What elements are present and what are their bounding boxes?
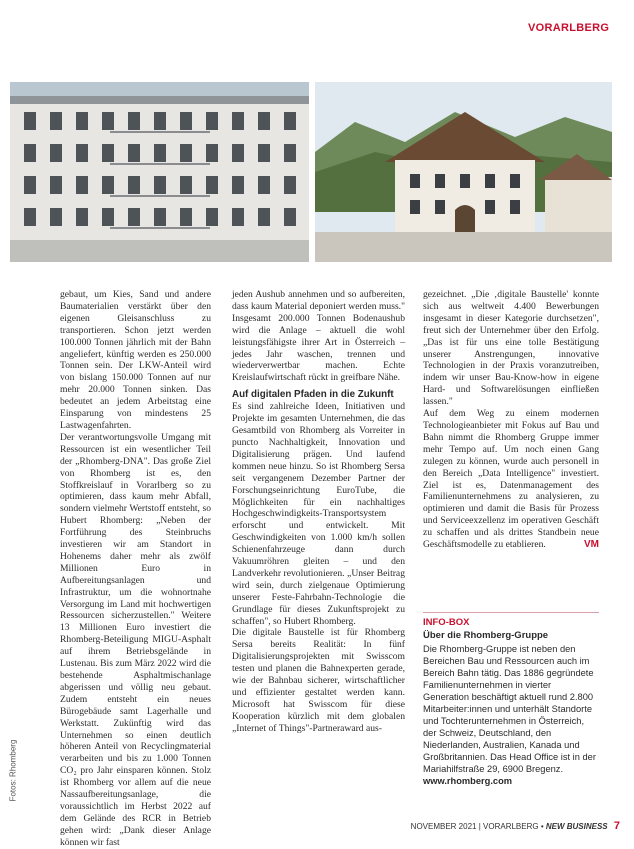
website-link[interactable]: www.rhomberg.com: [423, 776, 513, 786]
paragraph: Es sind zahlreiche Ideen, Initiativen und Projekte im gesamten Unternehmen, die das Gesamtbild von Rhomberg als Vorreiter in puncto Nachhaltigkeit, Innovation und Digitalisierung prägen. Und laufend kommen neue hinzu. So ist Rhomberg Sersa seit vergangenem Dezember Partner der Forschungseinrichtung EuroTube, die Möglichkeiten für ein nachhaltiges Hochgeschwindigkeits-Transportsystem erforscht und entwickelt. Mit Geschwindigkeiten von 1.000 km/h sollen Schienenfahrzeuge dann durch Vakuumröhren gleiten – und den Landverkehr revolutionieren. „Unser Beitrag wird sein, durch zielgenaue Optimierung unserer Feste-Fahrbahn-Technologie die Grundlage für dieses Zukunftsprojekt zu schaffen", so Hubert Rhomberg.: [232, 401, 405, 627]
subheading: Auf digitalen Pfaden in die Zukunft: [232, 389, 394, 401]
article-column-2: [232, 289, 405, 735]
footer-region: VORARLBERG: [483, 822, 539, 831]
issue-date: NOVEMBER 2021: [410, 822, 477, 831]
info-box-text: Die Rhomberg-Gruppe ist neben den Bereichen Bau und Ressourcen auch im Bereich Bahn tätig. Das 1886 gegründete Familienunternehmen in vierter Generation beschäftigt aktuell rund 2.800 Mitarbeiter:innen und unterhält Standorte und Tochterunternehmen in Österreich, der Schweiz, Deutschland, den Niederlanden, Australien, Kanada und Großbritannien. Das Head Office ist in der Mariahilfstraße 29, 6900 Bregenz.: [423, 644, 596, 774]
paragraph: Auf dem Weg zu einem modernen Technologieanbieter mit Fokus auf Bau und Bahn nimmt die Rhomberg Gruppe immer mehr Tempo auf. Um noch einen Gang zulegen zu können, wurde auch personell in den Bereich „Data Intelligence" investiert. Ziel ist es, Datenmanagement des Familienunternehmens zu analysieren, zu optimieren und damit die Basis für Prozess und Serviceexzellenz im operativen Geschäft zu schaffen und als drittes Standbein neue Geschäftsmodelle zu etablieren. VM: [423, 408, 599, 551]
magazine-name: NEW BUSINESS: [545, 822, 608, 831]
photo-credit: Fotos: Rhomberg: [8, 739, 18, 802]
paragraph: gebaut, um Kies, Sand und andere Baumaterialien verstärkt über den eigenen Gleisanschluss zu transportieren. Schon jetzt werden 100.000 Tonnen jährlich mit der Bahn angeliefert, künftig werden es 250.000 Tonnen sein. Der LKW-Anteil wird von bislang 150.000 Tonnen auf nur mehr 20.000 Tonnen sinken. Das bedeutet an jedem Arbeitstag eine Einsparung von mindestens 25 Lastwagenfahrten.: [60, 289, 211, 431]
building-photo: [10, 82, 309, 262]
article-column-3: [423, 289, 599, 551]
section-tag: VORARLBERG: [528, 22, 610, 34]
page-number: 7: [613, 820, 620, 832]
page-footer: NOVEMBER 2021 | VORARLBERG • NEW BUSINESS 7: [410, 820, 620, 832]
paragraph: jeden Aushub annehmen und so aufbereiten, dass kaum Material deponiert werden muss." Insgesamt 200.000 Tonnen Bodenaushub wird die Anlage – aktuell die wohl leistungsfähigste ihrer Art in Österreich – jedes Jahr waschen, trennen und wiederverwertbar machen. Echte Kreislaufwirtschaft rückt in greifbare Nähe.: [232, 289, 405, 384]
info-box-label: INFO-BOX: [423, 617, 470, 628]
info-box: [423, 612, 599, 786]
paragraph: Der verantwortungsvolle Umgang mit Ressourcen ist ein wesentlicher Teil der „Rhomberg-DNA". Das große Ziel von Rhomberg ist es, den Stoffkreislauf in Vorarlberg so zu optimieren, dass kaum mehr Abfall, sondern vielmehr Wertstoff entsteht, so Hubert Rhomberg: „Neben der Fortführung des Steinbruchs investieren wir am Standort in Hohenems daher mehr als zwölf Millionen Euro in Aufbereitungsanlagen und Infrastruktur, um die wohnortnahe Versorgung im Land mit hochwertigen Ressourcen sicherzustellen." Weitere 13 Millionen Euro investiert die Rhomberg-Beteiligung MIGU-Asphalt auf ihrem Betriebsgelände in Lustenau. Bis zum März 2022 wird die bestehende Asphaltmischanlage abgerissen und völlig neu gebaut. Zudem entsteht ein neues Bürogebäude samt Lagerhalle und Werkstatt. Zukünftig wird das Unternehmen so einen deutlich höheren Anteil von Recyclingmaterial verarbeiten und bis zu 1.000 Tonnen CO₂ pro Jahr einsparen können. Stolz ist Rhomberg vor allem auf die neue Nassaufbereitungsanlage, die voraussichtlich im Herbst 2022 auf dem Gelände des RCR in Betrieb gehen wird: „Dank dieser Anlage können wir fast: [60, 431, 211, 848]
article-column-1: [60, 289, 211, 849]
paragraph: Die digitale Baustelle ist für Rhomberg Sersa bereits Realität: In fünf Digitalisierungsprojekten mit Swisscom testen und planen die Bahnexperten gerade, wie der Bahnbau sicherer, wirtschaftlicher und effizienter gestaltet werden kann. Microsoft hat Swisscom für diese Kooperation kürzlich mit dem globalen „Internet of Things"-Partneraward aus-: [232, 627, 405, 734]
divider: [423, 612, 599, 613]
paragraph: gezeichnet. „Die ‚digitale Baustelle' konnte sich aus weltweit 4.400 Bewerbungen insgesamt in dieser Kategorie durchsetzen", freut sich der Unternehmer über den Erfolg. „Das ist für uns eine tolle Bestätigung unserer Anstrengungen, innovative Technologien in der Praxis voranzutreiben, indem wir unser Bau-Know-how in eigene Hard- und Softwarelösungen einfließen lassen.": [423, 289, 599, 408]
info-box-title: Über die Rhomberg-Gruppe: [423, 630, 549, 641]
author-signature: VM: [584, 539, 599, 551]
historic-building-photo: [315, 82, 612, 262]
